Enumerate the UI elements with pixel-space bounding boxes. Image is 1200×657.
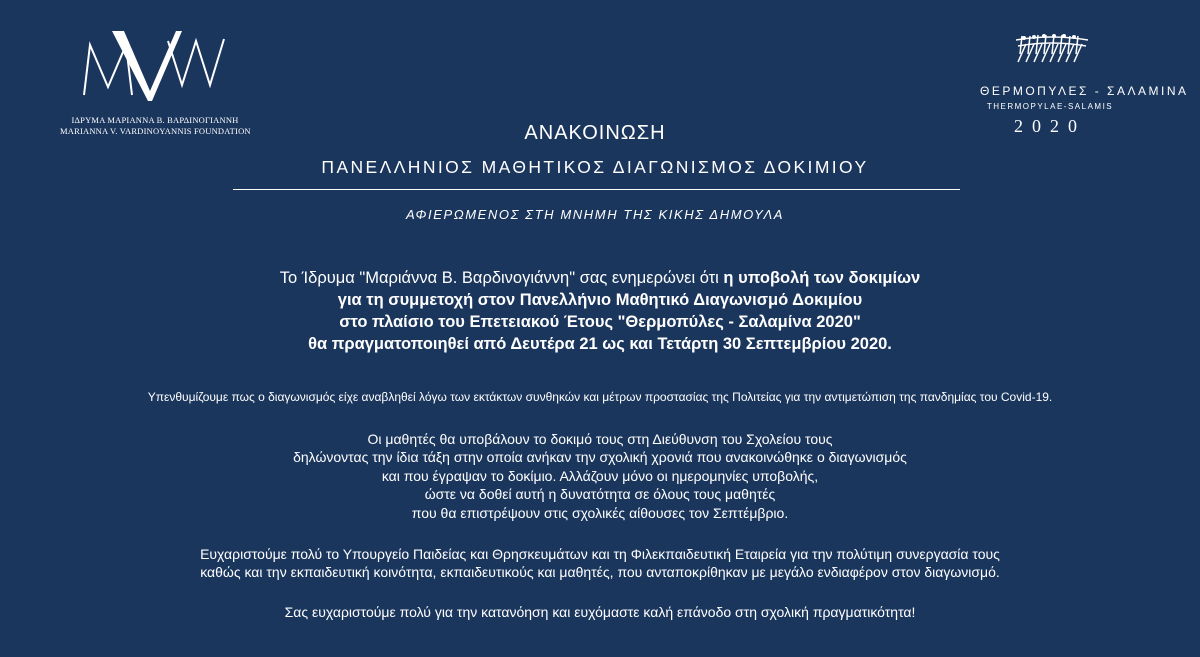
lead-line-1-bold: η υποβολή των δοκιμίων [723, 269, 921, 287]
paragraph-line: και που έγραψαν το δοκίμιο. Αλλάζουν μόνο οι ημερομηνίες υποβολής, [381, 467, 819, 484]
mvv-monogram-icon [78, 25, 228, 105]
paragraph-line: που θα επιστρέψουν στις σχολικές αίθουσες τον Σεπτέμβριο. [411, 504, 789, 521]
trireme-icon [1012, 32, 1092, 72]
divider [233, 189, 960, 190]
lead-line-2: για τη συμμετοχή στον Πανελλήνιο Μαθητικό Διαγωνισμό Δοκιμίου [337, 291, 863, 309]
paragraph-line: Σας ευχαριστούμε πολύ για την κατανόηση και ευχόμαστε καλή επάνοδο στη σχολική πραγματικότητα! [284, 604, 916, 620]
lead-line-3: στο πλαίσιο του Επετειακού Έτους "Θερμοπύλες - Σαλαμίνα 2020" [339, 313, 861, 331]
paragraph-line: Οι μαθητές θα υποβάλουν το δοκιμό τους στη Διεύθυνση του Σχολείου τους [367, 431, 833, 447]
lead-line-1 [0, 267, 1200, 289]
thanks-paragraph [0, 545, 1200, 582]
anniversary-title: ΘΕΡΜΟΠΥΛΕΣ - ΣΑΛΑΜΙΝΑ [980, 84, 1189, 98]
lead-line-4: θα πραγματοποιηθεί από Δευτέρα 21 ως και Τετάρτη 30 Σεπτεμβρίου 2020. [308, 335, 892, 353]
anniversary-year: 2020 [1014, 116, 1086, 136]
paragraph-line: Ευχαριστούμε πολύ το Υπουργείο Παιδείας και Θρησκευμάτων και τη Φιλεκπαιδευτική Εταιρεία για την πολύτιμη συνεργασία τους [200, 546, 1000, 562]
paragraph-line: δηλώνοντας την ίδια τάξη στην οποία ανήκαν την σχολική χρονιά που ανακοινώθηκε ο διαγωνισμός [293, 449, 907, 466]
foundation-name-english: MARIANNA V. VARDINOYANNIS FOUNDATION [60, 126, 251, 136]
announcement-title: ΑΝΑΚΟΙΝΩΣΗ [524, 122, 666, 144]
dedication: ΑΦΙΕΡΩΜΕΝΟΣ ΣΤΗ ΜΝΗΜΗ ΤΗΣ ΚΙΚΗΣ ΔΗΜΟΥΛΑ [405, 207, 784, 222]
paragraph-line: καθώς και την εκπαιδευτική κοινότητα, εκπαιδευτικούς και μαθητές, που ανταποκρίθηκαν με μεγάλο ενδιαφέρον στον διαγωνισμό. [200, 564, 1000, 581]
paragraph-line: ώστε να δοθεί αυτή η δυνατότητα σε όλους τους μαθητές [424, 486, 776, 503]
foundation-name-greek: ΙΔΡΥΜΑ ΜΑΡΙΑΝΝΑ Β. ΒΑΡΔΙΝΟΓΙΑΝΝΗ [71, 115, 239, 125]
competition-subtitle: ΠΑΝΕΛΛΗΝΙΟΣ ΜΑΘΗΤΙΚΟΣ ΔΙΑΓΩΝΙΣΜΟΣ ΔΟΚΙΜΙΟΥ [321, 157, 869, 177]
instructions-paragraph [0, 430, 1200, 522]
lead-line-1-text: Το Ίδρυμα "Μαριάννα Β. Βαρδινογιάννη" σας ενημερώνει ότι [279, 269, 724, 287]
anniversary-subtitle: THERMOPYLAE-SALAMIS [986, 102, 1114, 111]
lead-paragraph [0, 267, 1200, 355]
closing-paragraph [0, 603, 1200, 621]
covid-note: Υπενθυμίζουμε πως ο διαγωνισμός είχε αναβληθεί λόγω των εκτάκτων συνθηκών και μέτρων προστασίας της Πολιτείας για την αντιμετώπιση της πανδημίας του Covid-19. [147, 390, 1053, 404]
